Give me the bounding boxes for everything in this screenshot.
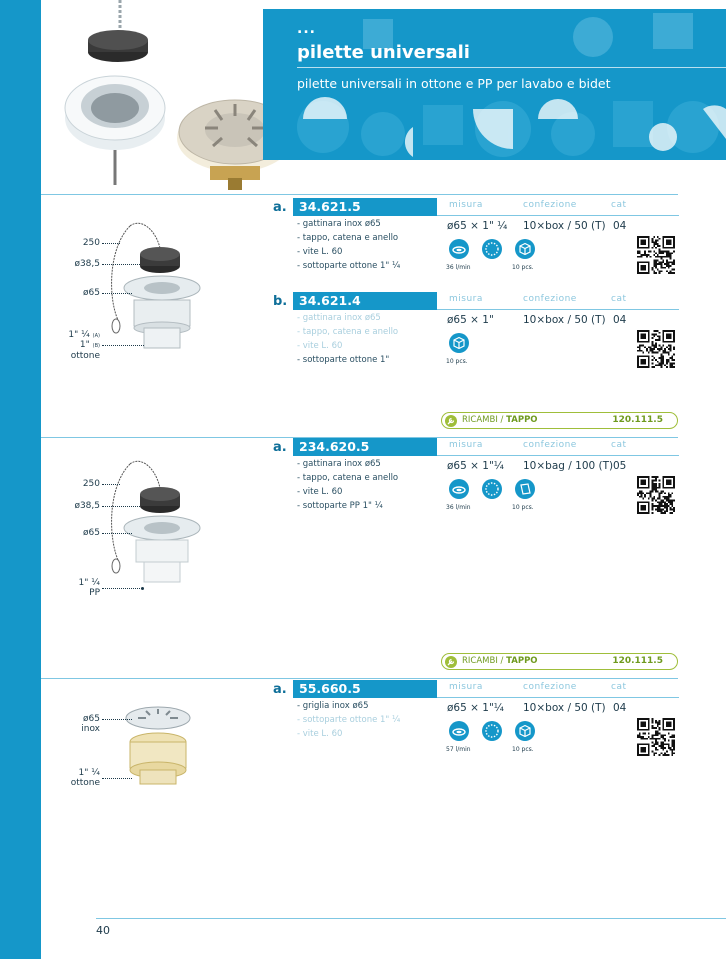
box-icon: [514, 720, 536, 742]
column-header-line: [437, 455, 679, 456]
dim-leader: [102, 345, 144, 346]
confezione-value: 10×box / 50 (T): [523, 314, 606, 326]
spec-item: - gattinara inox ø65: [297, 219, 381, 229]
dim-label-material: PP: [89, 588, 100, 598]
dim-label: ø65: [83, 288, 100, 298]
product-drawing-1: [100, 208, 220, 358]
confezione-value: 10×bag / 100 (T): [523, 460, 614, 472]
spec-item: - tappo, catena e anello: [297, 473, 399, 483]
box-icon: [448, 332, 470, 354]
dim-point: [141, 587, 144, 590]
misura-value: ø65 × 1" ¼: [447, 220, 508, 232]
flow-icon: [448, 478, 470, 500]
spec-item: - griglia inox ø65: [297, 701, 369, 711]
column-header-cat: cat: [611, 294, 627, 304]
spec-item: - tappo, catena e anello: [297, 327, 399, 337]
misura-value: ø65 × 1"¼: [447, 460, 504, 472]
dim-label: ø38,5: [74, 501, 100, 511]
product-letter: a.: [273, 682, 287, 697]
dim-label: ø38,5: [74, 259, 100, 269]
qr-code[interactable]: [637, 330, 675, 368]
spec-item: - sottoparte ottone 1" ¼: [297, 715, 401, 725]
header-dots: ...: [297, 21, 316, 37]
inox-icon: [481, 720, 503, 742]
spec-item: - tappo, catena e anello: [297, 233, 399, 243]
dim-leader: [102, 264, 140, 265]
dim-label: ø65: [83, 714, 100, 724]
spec-item: - vite L. 60: [297, 487, 343, 497]
icon-caption: 10 pcs.: [446, 358, 468, 365]
header-divider: [297, 67, 726, 68]
dim-label-a: 1" ¼ (A): [68, 330, 100, 340]
product-code: 234.620.5: [299, 439, 370, 454]
dim-label: 1" ¼: [78, 578, 100, 588]
product-code: 55.660.5: [299, 681, 361, 696]
dim-leader: [102, 293, 132, 294]
column-header-confezione: confezione: [523, 294, 577, 304]
product-drawing-3: [118, 700, 198, 790]
inox-icon: [481, 478, 503, 500]
spec-item: - vite L. 60: [297, 247, 343, 257]
dim-label-b: 1" (B): [79, 340, 100, 350]
product-code: 34.621.4: [299, 293, 361, 308]
wrench-icon: [445, 656, 457, 668]
inox-icon: [481, 238, 503, 260]
ricambi-tag[interactable]: [441, 653, 678, 670]
bag-icon: [514, 478, 536, 500]
page-number: 40: [96, 924, 110, 937]
spec-item: - gattinara inox ø65: [297, 459, 381, 469]
icon-caption: 10 pcs.: [512, 504, 534, 511]
icon-caption: 10 pcs.: [512, 264, 534, 271]
dim-label: 1" ¼: [78, 768, 100, 778]
product-drawing-2: [100, 452, 220, 592]
cat-value: 04: [613, 220, 627, 232]
ricambi-code: 120.111.5: [612, 656, 663, 666]
column-header-cat: cat: [611, 682, 627, 692]
confezione-value: 10×box / 50 (T): [523, 702, 606, 714]
section-divider: [41, 194, 678, 195]
dim-label: 250: [82, 238, 100, 248]
column-header-line: [437, 215, 679, 216]
dim-leader: [102, 506, 140, 507]
column-header-line: [437, 697, 679, 698]
column-header-confezione: confezione: [523, 200, 577, 210]
product-letter: a.: [273, 200, 287, 215]
dim-label-material: ottone: [70, 778, 100, 788]
spec-item: - gattinara inox ø65: [297, 313, 381, 323]
ricambi-tag[interactable]: [441, 412, 678, 429]
dim-leader: [102, 533, 132, 534]
dim-label: ø65: [83, 528, 100, 538]
wrench-icon: [445, 415, 457, 427]
column-header-misura: misura: [449, 682, 483, 692]
icon-caption: 36 l/min: [446, 504, 471, 511]
misura-value: ø65 × 1"¼: [447, 702, 504, 714]
dim-leader: [102, 243, 120, 244]
side-band: [0, 0, 41, 959]
section-divider: [41, 678, 678, 679]
dim-leader: [102, 719, 132, 720]
qr-code[interactable]: [637, 476, 675, 514]
page-title: pilette universali: [297, 42, 470, 63]
ricambi-label: RICAMBI / TAPPO: [462, 415, 538, 425]
spec-item: - vite L. 60: [297, 729, 343, 739]
flow-icon: [448, 238, 470, 260]
column-header-confezione: confezione: [523, 440, 577, 450]
ricambi-label: RICAMBI / TAPPO: [462, 656, 538, 666]
cat-value: 04: [613, 314, 627, 326]
spec-item: - sottoparte ottone 1": [297, 355, 390, 365]
column-header-cat: cat: [611, 200, 627, 210]
spec-item: - vite L. 60: [297, 341, 343, 351]
column-header-misura: misura: [449, 200, 483, 210]
dim-label-material: inox: [81, 724, 100, 734]
product-code: 34.621.5: [299, 199, 361, 214]
qr-code[interactable]: [637, 236, 675, 274]
misura-value: ø65 × 1": [447, 314, 494, 326]
dim-leader: [102, 588, 142, 589]
column-header-line: [437, 309, 679, 310]
page-header: [263, 9, 726, 160]
ricambi-code: 120.111.5: [612, 415, 663, 425]
spec-item: - sottoparte ottone 1" ¼: [297, 261, 401, 271]
footer-divider: [96, 918, 726, 919]
product-letter: b.: [273, 294, 288, 309]
dim-leader: [102, 484, 120, 485]
dim-label-material: ottone: [70, 351, 100, 361]
page-subtitle: pilette universali in ottone e PP per lavabo e bidet: [297, 76, 611, 91]
dim-leader: [102, 778, 132, 779]
product-letter: a.: [273, 440, 287, 455]
icon-caption: 10 pcs.: [512, 746, 534, 753]
column-header-misura: misura: [449, 440, 483, 450]
icon-caption: 36 l/min: [446, 264, 471, 271]
column-header-misura: misura: [449, 294, 483, 304]
column-header-cat: cat: [611, 440, 627, 450]
icon-caption: 57 l/min: [446, 746, 471, 753]
qr-code[interactable]: [637, 718, 675, 756]
column-header-confezione: confezione: [523, 682, 577, 692]
cat-value: 04: [613, 702, 627, 714]
spec-item: - sottoparte PP 1" ¼: [297, 501, 383, 511]
flow-icon: [448, 720, 470, 742]
confezione-value: 10×box / 50 (T): [523, 220, 606, 232]
box-icon: [514, 238, 536, 260]
cat-value: 05: [613, 460, 627, 472]
dim-label: 250: [82, 479, 100, 489]
